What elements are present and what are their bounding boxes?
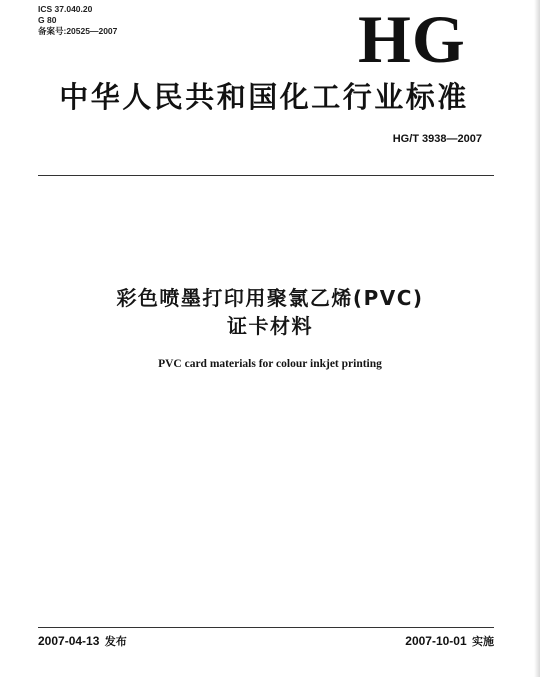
top-divider <box>38 175 494 176</box>
ics-code: ICS 37.040.20 <box>38 4 93 14</box>
issue-date-block <box>38 633 127 649</box>
document-title-line-2: 证卡材料 <box>227 314 313 338</box>
hg-logo: HG <box>358 1 466 77</box>
document-title-line-1: 彩色喷墨打印用聚氯乙烯(PVC) <box>116 286 424 310</box>
standard-number: HG/T 3938—2007 <box>392 133 482 145</box>
implement-date: 2007-10-01 <box>405 634 467 648</box>
issue-label: 发布 <box>104 635 127 648</box>
document-title-english: PVC card materials for colour inkjet printing <box>158 358 382 370</box>
standard-category-title: 中华人民共和国化工行业标准 <box>59 80 469 114</box>
implement-date-block <box>405 633 494 649</box>
classification-block <box>38 4 117 37</box>
page-edge-shadow <box>534 0 540 677</box>
issue-date: 2007-04-13 <box>38 634 100 648</box>
ccs-code: G 80 <box>38 15 57 25</box>
implement-label: 实施 <box>472 635 494 648</box>
record-number: 备案号:20525—2007 <box>38 26 118 36</box>
bottom-divider <box>38 627 494 628</box>
